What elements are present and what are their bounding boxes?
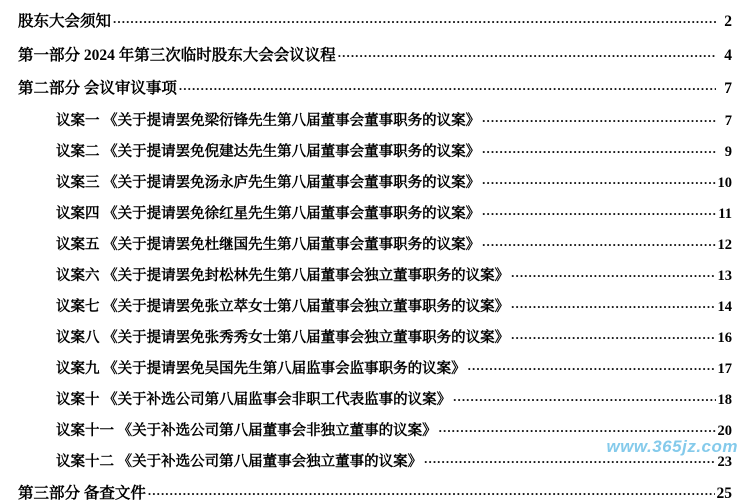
toc-leader [482,234,715,249]
toc-entry-label: 议案二 《关于提请罢免倪建达先生第八届董事会董事职务的议案》 [56,143,481,160]
toc-entry-page: 23 [717,453,732,470]
toc-entry-page: 25 [716,484,732,502]
toc-entry-label: 议案一 《关于提请罢免梁衍锋先生第八届董事会董事职务的议案》 [56,112,481,129]
toc-leader [482,172,715,187]
toc-entry-page: 12 [717,236,732,253]
toc-entry[interactable] [18,420,732,438]
toc-leader [511,296,715,311]
toc-leader [179,77,716,93]
toc-entry-page: 11 [718,205,732,222]
toc-entry-page: 17 [717,360,732,377]
toc-leader [148,482,715,498]
toc-entry[interactable] [18,77,732,96]
toc-entry[interactable] [18,234,732,252]
toc-leader [439,420,716,435]
toc-entry-label: 第二部分 会议审议事项 [18,79,177,97]
toc-entry[interactable] [18,203,732,221]
toc-entry-label: 股东大会须知 [18,12,112,30]
toc-entry-page: 9 [724,143,732,160]
toc-leader [468,358,716,373]
toc-leader [511,327,715,342]
toc-entry-label: 第三部分 备查文件 [18,484,146,502]
toc-entry-page: 2 [724,12,732,30]
toc-entry-label: 议案五 《关于提请罢免杜继国先生第八届董事会董事职务的议案》 [56,236,481,253]
toc-entry[interactable] [18,327,732,345]
toc-entry-label: 议案十 《关于补选公司第八届监事会非职工代表监事的议案》 [56,391,452,408]
toc-entry[interactable] [18,389,732,407]
toc-entry-label: 议案九 《关于提请罢免吴国先生第八届监事会监事职务的议案》 [56,360,466,377]
toc-entry-label: 议案七 《关于提请罢免张立萃女士第八届董事会独立董事职务的议案》 [56,298,510,315]
toc-entry-label: 议案四 《关于提请罢免徐红星先生第八届董事会董事职务的议案》 [56,205,481,222]
toc-entry[interactable] [18,296,732,314]
toc-entry[interactable] [18,10,732,29]
toc-entry-page: 7 [724,112,732,129]
toc-leader [511,265,715,280]
toc-entry-page: 13 [717,267,732,284]
toc-entry[interactable] [18,172,732,190]
toc-leader [482,110,716,125]
toc-entry[interactable] [18,110,732,128]
watermark: www.365jz.com [606,437,738,456]
toc-entry[interactable] [18,482,732,501]
toc-entry-page: 7 [724,79,732,97]
toc-entry-label: 议案六 《关于提请罢免封松林先生第八届董事会独立董事职务的议案》 [56,267,510,284]
toc-entry-page: 4 [724,46,732,64]
toc-leader [113,10,716,26]
toc-entry[interactable] [18,141,732,159]
toc-entry-label: 议案十一 《关于补选公司第八届董事会非独立董事的议案》 [56,422,437,439]
toc-entry[interactable] [18,44,732,63]
toc-entry-page: 18 [717,391,732,408]
toc-leader [453,389,715,404]
toc-entry-page: 16 [717,329,732,346]
toc-entry-label: 议案八 《关于提请罢免张秀秀女士第八届董事会独立董事职务的议案》 [56,329,510,346]
toc-entry-label: 议案三 《关于提请罢免汤永庐先生第八届董事会董事职务的议案》 [56,174,481,191]
toc-entry[interactable] [18,265,732,283]
toc-entry-page: 20 [717,422,732,439]
toc-entry-page: 10 [717,174,732,191]
toc-entry[interactable] [18,358,732,376]
toc-leader [482,141,716,156]
toc-entry-label: 第一部分 2024 年第三次临时股东大会会议议程 [18,46,336,64]
toc-entry-page: 14 [717,298,732,315]
toc-entry-label: 议案十二 《关于补选公司第八届董事会独立董事的议案》 [56,453,423,470]
toc-leader [338,44,716,60]
toc-leader [482,203,716,218]
